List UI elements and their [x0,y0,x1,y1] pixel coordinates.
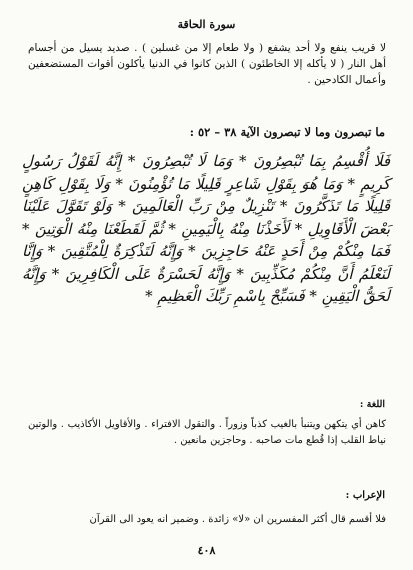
section-title: ما تبصرون وما لا تبصرون الآية ٣٨ – ٥٢ : [189,125,385,139]
lugha-heading: اللغة : [359,399,385,410]
intro-paragraph [28,40,386,88]
page-number: ٤٠٨ [197,544,216,557]
lugha-section [28,417,386,448]
intro-text: لا قريب ينفع ولا أحد يشفع ( ولا طعام إلا من غسلين ) . صديد يسيل من أجسام أهل النار ( لا يأكله إلا الخاطئون ) الذين كانوا في الدنيا يأكلون أقوات المستضعفين وأعمال الكادحين . [28,42,386,86]
quran-verses [22,150,390,308]
surah-header: سورة الحاقة [177,18,236,31]
lugha-text: كاهن أي يتكهن ويتنبأ بالغيب كذباً وزوراً . والتقول الافتراء . والأقاويل الأكاذيب . والوتين نياط القلب إذا قُطع مات صاحبه . وحاجزين مانعين . [28,419,386,446]
irab-heading: الإعراب : [345,490,385,501]
irab-text: فلا أقسم قال أكثر المفسرين ان «لا» زائدة . وضمير انه يعود الى القرآن [89,514,386,525]
verses-text: فَلَا أُقْسِمُ بِمَا تُبْصِرُونَ * وَمَا لَا تُبْصِرُونَ * إِنَّهُ لَقَوْلُ رَسُولٍ كَرِيمٍ * وَمَا هُوَ بِقَوْلِ شَاعِرٍ قَلِيلًا مَا تُؤْمِنُونَ * وَلَا بِقَوْلِ كَاهِنٍ قَلِيلًا مَا تَذَكَّرُونَ * تَنْزِيلٌ مِنْ رَبِّ الْعَالَمِينَ * وَلَوْ تَقَوَّلَ عَلَيْنَا بَعْضَ الْأَقَاوِيلِ * لَأَخَذْنَا مِنْهُ بِالْيَمِينِ * ثُمَّ لَقَطَعْنَا مِنْهُ الْوَتِينَ * فَمَا مِنْكُمْ مِنْ أَحَدٍ عَنْهُ حَاجِزِينَ * وَإِنَّهُ لَتَذْكِرَةٌ لِلْمُتَّقِينَ * وَإِنَّا لَنَعْلَمُ أَنَّ مِنْكُمْ مُكَذِّبِينَ * وَإِنَّهُ لَحَسْرَةٌ عَلَى الْكَافِرِينَ * وَإِنَّهُ لَحَقُّ الْيَقِينِ * فَسَبِّحْ بِاسْمِ رَبِّكَ الْعَظِيمِ * [22,152,390,305]
irab-section [28,512,386,527]
